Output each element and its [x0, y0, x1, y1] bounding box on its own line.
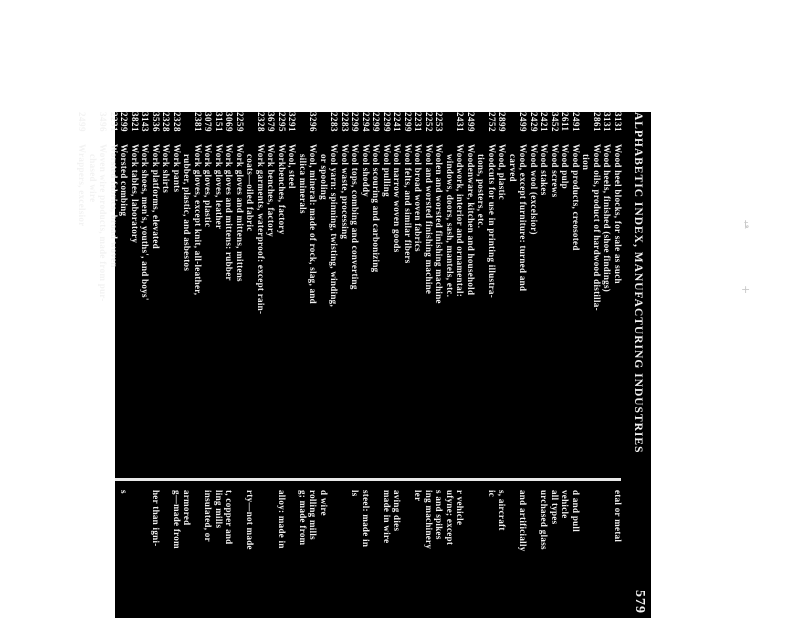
industry-description: Wood stakes — [539, 144, 550, 196]
index-entry — [550, 112, 561, 466]
industry-description: Work shirts — [161, 144, 172, 194]
index-entry — [151, 112, 162, 466]
index-entry-fragment: rty—not made — [245, 490, 256, 550]
index-entry — [329, 112, 340, 466]
index-entry — [319, 112, 330, 466]
scanned-page — [77, 112, 651, 618]
industry-description: Woolen and worsted finishing machine — [434, 144, 445, 304]
sic-code: 2429 — [529, 112, 539, 132]
sic-code: 3151 — [214, 112, 224, 132]
sic-code: 3821 — [130, 112, 140, 132]
sic-code: 2253 — [434, 112, 445, 132]
industry-description: silica minerals — [298, 154, 308, 214]
index-entry-fragment: d wire — [319, 490, 329, 516]
index-entry-fragment: aving dies — [392, 490, 403, 532]
sic-code: 2299 — [382, 112, 392, 132]
industry-description: Wood oils, product of hardwood distilla- — [592, 144, 602, 311]
index-entry — [193, 112, 204, 466]
industry-description: Wool and worsted finishing machine — [424, 144, 434, 295]
index-entry — [476, 112, 487, 466]
index-entry — [119, 112, 130, 466]
index-entry — [235, 112, 246, 466]
index-entry — [256, 112, 267, 466]
sic-code: 2899 — [497, 112, 508, 132]
industry-description: Worsted fabrics, broad woven — [109, 144, 119, 268]
index-column-right — [119, 490, 623, 618]
industry-description: Work gloves and mittens: rubber — [224, 144, 235, 281]
index-entry-fragment: ler — [413, 490, 424, 502]
index-entry — [434, 112, 445, 466]
index-entry-fragment: etal or metal — [613, 490, 623, 543]
industry-description: Wool narrow woven goods — [392, 144, 403, 253]
index-entry-fragment: g; made from — [298, 490, 308, 546]
industry-description: Wool scouring and carbonizing — [371, 144, 382, 273]
index-entry — [140, 112, 151, 466]
industry-description: Woodwork, interior and ornamental: — [455, 144, 466, 298]
sic-code — [88, 112, 99, 144]
sic-code: 2283 — [340, 112, 350, 132]
industry-description: Wood wool (excelsior) — [529, 144, 539, 235]
index-entry-fragment: her than igni- — [151, 490, 161, 547]
sic-code: 2752 — [487, 112, 497, 132]
sic-code: 2283 — [329, 112, 340, 132]
index-entry — [109, 112, 120, 466]
sic-code — [581, 112, 592, 144]
index-entry — [308, 112, 319, 466]
sic-code: 2499 — [466, 112, 476, 132]
index-entry — [224, 112, 235, 466]
rotated-page-content — [77, 112, 651, 618]
sic-code: 2299 — [350, 112, 361, 132]
sic-code: 2491 — [571, 112, 581, 132]
industry-description: Wood pulp — [560, 144, 571, 189]
index-entry-fragment: d and pull — [571, 490, 581, 533]
index-entry — [350, 112, 361, 466]
index-entry — [130, 112, 141, 466]
index-entry — [382, 112, 393, 466]
industry-description: Woodenware, kitchen and household — [466, 144, 476, 296]
sic-code: 2295 — [277, 112, 287, 132]
sic-code: 2299 — [119, 112, 130, 132]
index-entry — [571, 112, 582, 466]
industry-description: Wool, mineral: made of rock, slag, and — [308, 144, 319, 304]
index-entry-fragment: ling mills — [214, 490, 224, 529]
index-entry — [581, 112, 592, 466]
industry-description: Wool, steel — [287, 144, 298, 189]
index-entry-fragment — [371, 490, 382, 618]
industry-description: Work gloves, leather — [214, 144, 224, 230]
sic-code: 3079 — [203, 112, 214, 132]
index-column-left — [77, 112, 623, 466]
index-entry — [172, 112, 183, 466]
index-entry-fragment: t, copper and — [224, 490, 235, 545]
industry-description: Wool broad woven fabrics — [413, 144, 424, 252]
industry-description: Work garments, waterproof: except rain- — [256, 144, 266, 315]
sic-code: 3496 — [98, 112, 109, 132]
index-entry-fragment — [256, 490, 267, 618]
index-entry — [161, 112, 172, 466]
index-entry-fragment — [329, 490, 340, 618]
index-entry-fragment — [161, 490, 172, 618]
index-entry-fragment: ic — [487, 490, 497, 498]
industry-description: carved — [508, 154, 518, 182]
sic-code: 3536 — [151, 112, 161, 132]
industry-description: Wrappers, excelsior — [77, 144, 88, 227]
sic-code: 2328 — [256, 112, 266, 132]
index-entry — [613, 112, 624, 466]
sic-code — [445, 112, 456, 144]
index-entry-fragment — [140, 490, 151, 618]
index-entry — [445, 112, 456, 466]
index-entry-fragment — [508, 490, 519, 618]
sic-code: 2328 — [172, 112, 182, 132]
index-entry-fragment: s — [119, 490, 130, 494]
index-entry-fragment: s and spikes — [434, 490, 445, 540]
index-entry — [214, 112, 225, 466]
index-entry — [98, 112, 109, 466]
sic-code: 2381 — [193, 112, 203, 132]
index-entry — [403, 112, 414, 466]
industry-description: Wood, plastic — [497, 144, 508, 200]
index-entry-fragment: and artificially — [518, 490, 529, 552]
index-entry-fragment: alloy: made in — [277, 490, 287, 549]
index-entry-fragment — [193, 490, 204, 618]
sic-code — [298, 112, 309, 144]
sic-code: 3131 — [602, 112, 613, 132]
sic-code: 3143 — [140, 112, 151, 132]
index-entry-fragment — [581, 490, 592, 618]
index-entry — [245, 112, 256, 466]
sic-code: 3679 — [266, 112, 277, 132]
index-entry — [77, 112, 88, 466]
sic-code: 2431 — [455, 112, 466, 132]
sic-code: 2252 — [424, 112, 434, 132]
sic-code: 2328 — [161, 112, 172, 132]
index-entry — [287, 112, 298, 466]
industry-description: Woven wire products, made from pur- — [98, 144, 109, 302]
index-entry — [529, 112, 540, 466]
index-entry-fragment — [403, 490, 414, 618]
index-entry — [371, 112, 382, 466]
sic-code: 2499 — [77, 112, 88, 132]
index-entry-fragment: ls — [350, 490, 361, 497]
industry-description: windows, doors, sash, mantels, etc. — [445, 154, 455, 298]
industry-description: tion — [581, 154, 592, 171]
sic-code: 2861 — [592, 112, 602, 132]
index-entry-fragment: steel: made in — [361, 490, 371, 548]
industry-description: Wool felts, and similar fibers — [403, 144, 413, 264]
industry-description: Work gloves, except knit, all-leather, — [193, 144, 203, 296]
page-header — [623, 112, 647, 618]
index-entry — [298, 112, 309, 466]
margin-mark: ȶ — [744, 218, 750, 231]
index-entry-fragment — [266, 490, 277, 618]
index-entry — [424, 112, 435, 466]
sic-code: 2259 — [235, 112, 245, 132]
industry-description: Wool waste, processing — [340, 144, 350, 240]
sic-code: 3069 — [224, 112, 235, 132]
index-entry — [466, 112, 477, 466]
index-entry-fragment: armored — [182, 490, 193, 526]
column-divider — [115, 478, 621, 481]
index-entry-fragment — [592, 490, 603, 618]
index-entry-fragment — [287, 490, 298, 618]
sic-code: 2421 — [539, 112, 550, 132]
index-entry — [340, 112, 351, 466]
index-entry — [277, 112, 288, 466]
sic-code: 2499 — [518, 112, 529, 132]
industry-description: Workbenches, factory — [277, 144, 287, 235]
industry-description: Work pants — [172, 144, 182, 193]
industry-description: Work gloves, plastic — [203, 144, 214, 228]
index-entry-fragment — [602, 490, 613, 618]
index-entry — [602, 112, 613, 466]
index-entry-fragment: made in wire — [382, 490, 392, 544]
index-entry-fragment: rolling mills — [308, 490, 319, 540]
index-entry — [392, 112, 403, 466]
page-number: 579 — [632, 590, 647, 614]
index-entry — [592, 112, 603, 466]
industry-description: Wood screws — [550, 144, 560, 198]
industry-description: Wood products, creosoted — [571, 144, 581, 251]
sic-code: 3291 — [287, 112, 298, 132]
sic-code — [508, 112, 519, 144]
index-entry — [455, 112, 466, 466]
industry-description: Wool yarn: spinning, twisting, winding, — [329, 144, 340, 307]
index-entry-fragment — [235, 490, 246, 618]
index-entry — [487, 112, 498, 466]
index-entry-fragment: urchased glass — [539, 490, 550, 550]
industry-description: Wool tops, combing and converting — [350, 144, 361, 290]
industry-description: Wood heel blocks, for sale as such — [613, 144, 623, 284]
index-entry — [203, 112, 214, 466]
index-entry-fragment — [340, 490, 351, 618]
sic-code: 2241 — [392, 112, 403, 132]
index-entry — [518, 112, 529, 466]
index-entry-fragment: r vehicle — [455, 490, 466, 526]
index-entry — [361, 112, 372, 466]
index-entry — [497, 112, 508, 466]
sic-code: 2299 — [371, 112, 382, 132]
sic-code: 2299 — [403, 112, 413, 132]
index-entry-fragment — [130, 490, 141, 618]
index-entry — [182, 112, 193, 466]
index-entry-fragment: s, aircraft — [497, 490, 508, 531]
index-entry — [413, 112, 424, 466]
sic-code: 2294 — [361, 112, 371, 132]
index-entry-fragment: vehicle — [560, 490, 571, 519]
index-entry-fragment — [529, 490, 540, 618]
index-entry-fragment — [466, 490, 477, 618]
industry-description: or spooling — [319, 154, 329, 200]
index-entry-fragment: g—made from — [172, 490, 182, 549]
industry-description: tions, posters, etc. — [476, 154, 487, 229]
industry-description: coats—oiled fabric — [245, 154, 256, 232]
sic-code: 3131 — [613, 112, 623, 132]
sic-code — [476, 112, 487, 144]
sic-code — [182, 112, 193, 144]
sic-code: 2611 — [560, 112, 571, 132]
industry-description: Wood, except furniture: turned and — [518, 144, 529, 292]
industry-description: chased wire — [88, 154, 98, 203]
index-entry — [88, 112, 99, 466]
industry-description: Work shoes, men's, youths', and boys' — [140, 144, 151, 301]
sic-code: 3452 — [550, 112, 560, 132]
industry-description: Work gloves and mittens, mittens — [235, 144, 245, 282]
index-entry — [508, 112, 519, 466]
index-entry-fragment — [476, 490, 487, 618]
sic-code: 2231 — [109, 112, 119, 132]
industry-description: Work benches, factory — [266, 144, 277, 238]
index-entry-fragment: ufyne; except — [445, 490, 455, 546]
industry-description: Work platforms, elevated — [151, 144, 161, 249]
sic-code: 3296 — [308, 112, 319, 132]
industry-description: Woodcuts for use in printing illustra- — [487, 144, 497, 299]
index-entry — [539, 112, 550, 466]
industry-description: Wood heels, finished (shoe findings) — [602, 144, 613, 293]
margin-mark: + — [741, 283, 751, 296]
index-entry — [560, 112, 571, 466]
index-entry-fragment: ing machinery — [424, 490, 434, 550]
index-entry-fragment: insulated, or — [203, 490, 214, 542]
industry-description: Worsted combing — [119, 144, 130, 217]
industry-description: Work tables, laboratory — [130, 144, 140, 244]
sic-code: 2231 — [413, 112, 424, 132]
index-entry — [266, 112, 277, 466]
industry-description: Wool pulling — [382, 144, 392, 197]
page-title: ALPHABETIC INDEX, MANUFACTURING INDUSTRIES — [632, 112, 644, 454]
sic-code — [245, 112, 256, 144]
industry-description: Wool shoddy — [361, 144, 371, 198]
industry-description: rubber, plastic, and asbestos — [182, 154, 193, 272]
index-entry-fragment: all types — [550, 490, 560, 525]
sic-code — [319, 112, 330, 144]
